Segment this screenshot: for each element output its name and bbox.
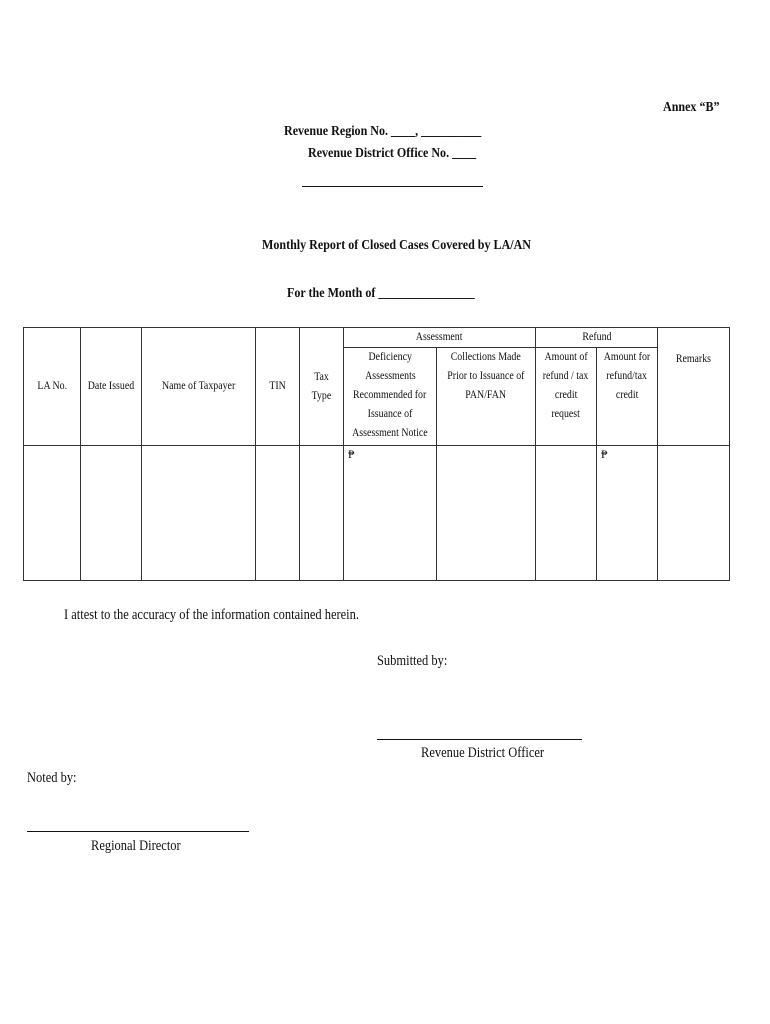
rdo-signature-line <box>377 739 582 740</box>
col-header-tin: TIN <box>256 328 300 446</box>
col-header-tax-type: Tax Type <box>300 328 344 446</box>
month-label: For the Month of ________________ <box>287 286 475 301</box>
noted-by-label: Noted by: <box>27 770 77 786</box>
submitted-by-label: Submitted by: <box>377 653 448 669</box>
cell-collections <box>437 446 536 581</box>
cell-amount-for-refund <box>597 446 658 581</box>
col-header-date-issued: Date Issued <box>81 328 142 446</box>
cell-name-of-taxpayer <box>142 446 256 581</box>
cell-date-issued <box>81 446 142 581</box>
group-header-assessment: Assessment <box>344 328 536 348</box>
col-header-la-no: LA No. <box>24 328 81 446</box>
district-office-label: Revenue District Office No. ____ <box>308 146 477 161</box>
rdo-title: Revenue District Officer <box>421 745 545 761</box>
cell-la-no <box>24 446 81 581</box>
cell-tax-type <box>300 446 344 581</box>
peso-sign: ₱ <box>601 449 608 461</box>
peso-sign: ₱ <box>348 449 355 461</box>
col-header-amount-for-refund: Amount for refund/tax credit <box>597 348 658 446</box>
rd-signature-line <box>27 831 249 832</box>
cell-deficiency <box>344 446 437 581</box>
cell-tin <box>256 446 300 581</box>
col-header-remarks: Remarks <box>658 328 730 446</box>
report-title: Monthly Report of Closed Cases Covered by LA/AN <box>262 238 532 253</box>
col-header-name-of-taxpayer: Name of Taxpayer <box>142 328 256 446</box>
table-row <box>24 446 730 581</box>
group-header-refund: Refund <box>536 328 658 348</box>
closed-cases-table <box>23 327 730 581</box>
rd-title: Regional Director <box>91 838 181 854</box>
col-header-amount-of-refund: Amount of refund / tax credit request <box>536 348 597 446</box>
cell-amount-of-refund <box>536 446 597 581</box>
annex-label: Annex “B” <box>663 100 720 115</box>
col-header-collections: Collections Made Prior to Issuance of PAN/FAN <box>437 348 536 446</box>
attestation-text: I attest to the accuracy of the information contained herein. <box>64 607 360 623</box>
col-header-deficiency: Deficiency Assessments Recommended for Issuance of Assessment Notice <box>344 348 437 446</box>
office-name-blank-line <box>302 186 483 187</box>
table-header-row-1 <box>24 328 730 348</box>
revenue-region-label: Revenue Region No. ____, __________ <box>284 124 482 139</box>
cell-remarks <box>658 446 730 581</box>
